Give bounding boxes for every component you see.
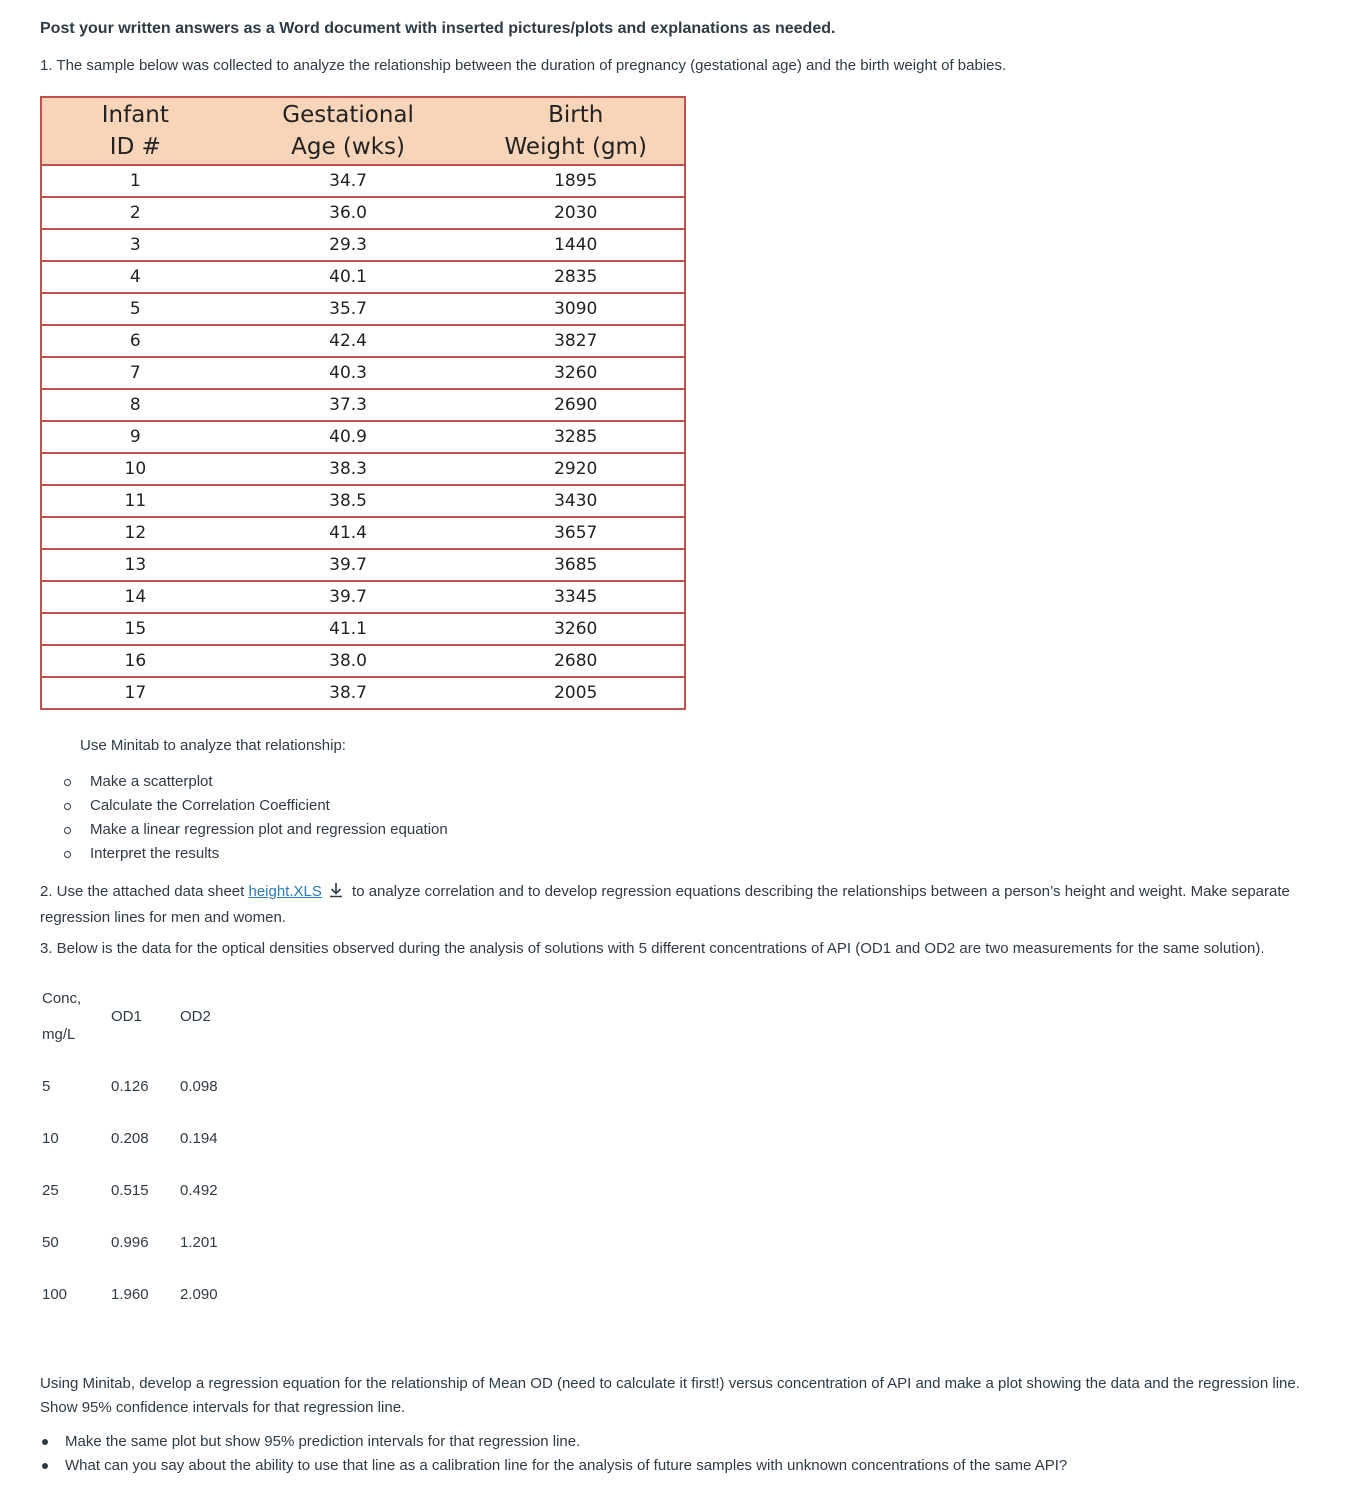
gestational-age-cell: 37.3 xyxy=(229,389,468,421)
od2-cell: 2.090 xyxy=(180,1286,218,1303)
question-3-instructions: Using Minitab, develop a regression equation for the relationship of Mean OD (need to calculate it first!) versus concentration of API and make a plot showing the data and the regression line. Show 95% confidence intervals for that regression line. xyxy=(40,1375,1300,1416)
task-label: Make a scatterplot xyxy=(90,773,213,790)
header-gestational-age: Gestational Age (wks) xyxy=(229,97,468,165)
table-row xyxy=(41,453,685,485)
od1-cell: 0.996 xyxy=(111,1234,149,1251)
bullet-item xyxy=(40,1430,1067,1454)
infant-id-cell: 10 xyxy=(41,453,229,485)
task-item xyxy=(60,770,448,794)
gestational-age-cell: 38.7 xyxy=(329,683,367,703)
table-row xyxy=(41,613,685,645)
infant-id-cell: 9 xyxy=(41,421,229,453)
od1-header: OD1 xyxy=(111,1008,142,1025)
infant-id-cell: 13 xyxy=(41,549,229,581)
table-row xyxy=(41,677,685,709)
dot-bullet-icon xyxy=(42,1439,48,1445)
birth-weight-cell: 2835 xyxy=(467,261,685,293)
bullet-label: What can you say about the ability to use that line as a calibration line for the analysis of future samples with unknown concentrations of the same API? xyxy=(65,1457,1068,1474)
header-infant-id: Infant ID # xyxy=(41,97,229,165)
circle-bullet-icon xyxy=(64,827,71,834)
od1-cell: 0.515 xyxy=(111,1182,149,1199)
infant-id-cell: 17 xyxy=(124,683,147,703)
circle-bullet-icon xyxy=(64,851,71,858)
table-row xyxy=(41,165,685,197)
dot-bullet-icon xyxy=(42,1463,48,1469)
birth-weight-cell: 2680 xyxy=(467,645,685,677)
gestational-age-cell: 41.4 xyxy=(229,517,468,549)
task-label: Calculate the Correlation Coefficient xyxy=(90,797,330,814)
birth-weight-cell: 3685 xyxy=(467,549,685,581)
conc-header-line2: mg/L xyxy=(42,1026,76,1043)
infant-id-cell: 4 xyxy=(41,261,229,293)
height-xls-link[interactable]: height.XLS xyxy=(248,883,322,900)
task-item xyxy=(60,794,448,818)
infant-id-cell: 14 xyxy=(41,581,229,613)
infant-id-cell: 12 xyxy=(41,517,229,549)
table-row xyxy=(41,517,685,549)
task-item xyxy=(60,818,448,842)
birth-weight-cell: 3090 xyxy=(467,293,685,325)
header-birth-weight: Birth Weight (gm) xyxy=(467,97,685,165)
table-row xyxy=(41,485,685,517)
bullet-label: Make the same plot but show 95% prediction intervals for that regression line. xyxy=(65,1433,581,1450)
infant-id-cell: 2 xyxy=(41,197,229,229)
infant-id-cell: 7 xyxy=(41,357,229,389)
table-row xyxy=(41,645,685,677)
infant-id-cell: 5 xyxy=(41,293,229,325)
gestational-age-cell: 38.0 xyxy=(229,645,468,677)
od2-header: OD2 xyxy=(180,1008,211,1025)
intro-heading: Post your written answers as a Word document with inserted pictures/plots and explanations as needed. xyxy=(40,20,836,37)
gestational-age-cell: 35.7 xyxy=(229,293,468,325)
birth-weight-cell: 3430 xyxy=(467,485,685,517)
birth-weight-cell: 3260 xyxy=(467,613,685,645)
table-row xyxy=(41,261,685,293)
question-2-text: 2. Use the attached data sheet height.XLS to analyze correlation and to develop regression equations describing the relationships between a person’s height and weight. Make separate regression lines for men and women. xyxy=(40,883,1290,926)
bullet-item xyxy=(40,1454,1067,1478)
birth-weight-cell: 2030 xyxy=(467,197,685,229)
conc-cell: 25 xyxy=(42,1182,59,1199)
gestational-age-cell: 38.3 xyxy=(229,453,468,485)
table-header-row xyxy=(41,97,685,165)
use-minitab-text: Use Minitab to analyze that relationship: xyxy=(80,737,346,754)
gestational-age-cell: 29.3 xyxy=(229,229,468,261)
conc-cell: 10 xyxy=(42,1130,59,1147)
birth-weight-cell: 3345 xyxy=(467,581,685,613)
gestational-age-cell: 40.1 xyxy=(229,261,468,293)
birth-weight-cell: 3657 xyxy=(467,517,685,549)
birth-weight-cell: 1895 xyxy=(467,165,685,197)
download-icon[interactable] xyxy=(328,882,344,906)
od2-cell: 1.201 xyxy=(180,1234,218,1251)
birth-weight-table xyxy=(40,96,686,710)
infant-id-cell: 8 xyxy=(41,389,229,421)
birth-weight-cell: 3260 xyxy=(467,357,685,389)
birth-weight-cell: 3827 xyxy=(467,325,685,357)
task-label: Make a linear regression plot and regression equation xyxy=(90,821,448,838)
gestational-age-cell: 42.4 xyxy=(229,325,468,357)
table-row xyxy=(41,421,685,453)
birth-weight-cell: 2690 xyxy=(467,389,685,421)
table-row xyxy=(41,581,685,613)
od2-cell: 0.098 xyxy=(180,1078,218,1095)
infant-id-cell: 11 xyxy=(41,485,229,517)
birth-weight-cell: 2920 xyxy=(467,453,685,485)
od1-cell: 1.960 xyxy=(111,1286,149,1303)
table-row xyxy=(41,389,685,421)
circle-bullet-icon xyxy=(64,779,71,786)
gestational-age-cell: 40.3 xyxy=(229,357,468,389)
gestational-age-cell: 40.9 xyxy=(229,421,468,453)
table-row xyxy=(41,229,685,261)
table-row xyxy=(41,549,685,581)
conc-cell: 5 xyxy=(42,1078,51,1095)
table-row xyxy=(41,293,685,325)
od1-cell: 0.208 xyxy=(111,1130,149,1147)
od2-cell: 0.194 xyxy=(180,1130,218,1147)
infant-id-cell: 16 xyxy=(41,645,229,677)
od1-cell: 0.126 xyxy=(111,1078,149,1095)
conc-cell: 50 xyxy=(42,1234,59,1251)
gestational-age-cell: 38.5 xyxy=(229,485,468,517)
gestational-age-cell: 39.7 xyxy=(229,581,468,613)
birth-weight-cell: 2005 xyxy=(554,683,598,703)
birth-weight-cell: 1440 xyxy=(467,229,685,261)
gestational-age-cell: 41.1 xyxy=(229,613,468,645)
task-label: Interpret the results xyxy=(90,845,220,862)
table-row xyxy=(41,357,685,389)
question-3-text: 3. Below is the data for the optical densities observed during the analysis of solutions with 5 different concentrations of API (OD1 and OD2 are two measurements for the same solution). xyxy=(40,940,1265,957)
conc-cell: 100 xyxy=(42,1286,68,1303)
infant-id-cell: 3 xyxy=(41,229,229,261)
conc-header-line1: Conc, xyxy=(42,990,82,1007)
birth-weight-cell: 3285 xyxy=(467,421,685,453)
gestational-age-cell: 36.0 xyxy=(229,197,468,229)
infant-id-cell: 6 xyxy=(41,325,229,357)
table-row xyxy=(41,197,685,229)
task-list xyxy=(60,770,448,866)
infant-id-cell: 15 xyxy=(41,613,229,645)
infant-id-cell: 1 xyxy=(41,165,229,197)
gestational-age-cell: 39.7 xyxy=(229,549,468,581)
od2-cell: 0.492 xyxy=(180,1182,218,1199)
table-row xyxy=(41,325,685,357)
task-item xyxy=(60,842,448,866)
circle-bullet-icon xyxy=(64,803,71,810)
gestational-age-cell: 34.7 xyxy=(229,165,468,197)
question-3-bullets xyxy=(40,1430,1067,1478)
question-1-text: 1. The sample below was collected to analyze the relationship between the duration of pregnancy (gestational age) and the birth weight of babies. xyxy=(40,57,1007,74)
